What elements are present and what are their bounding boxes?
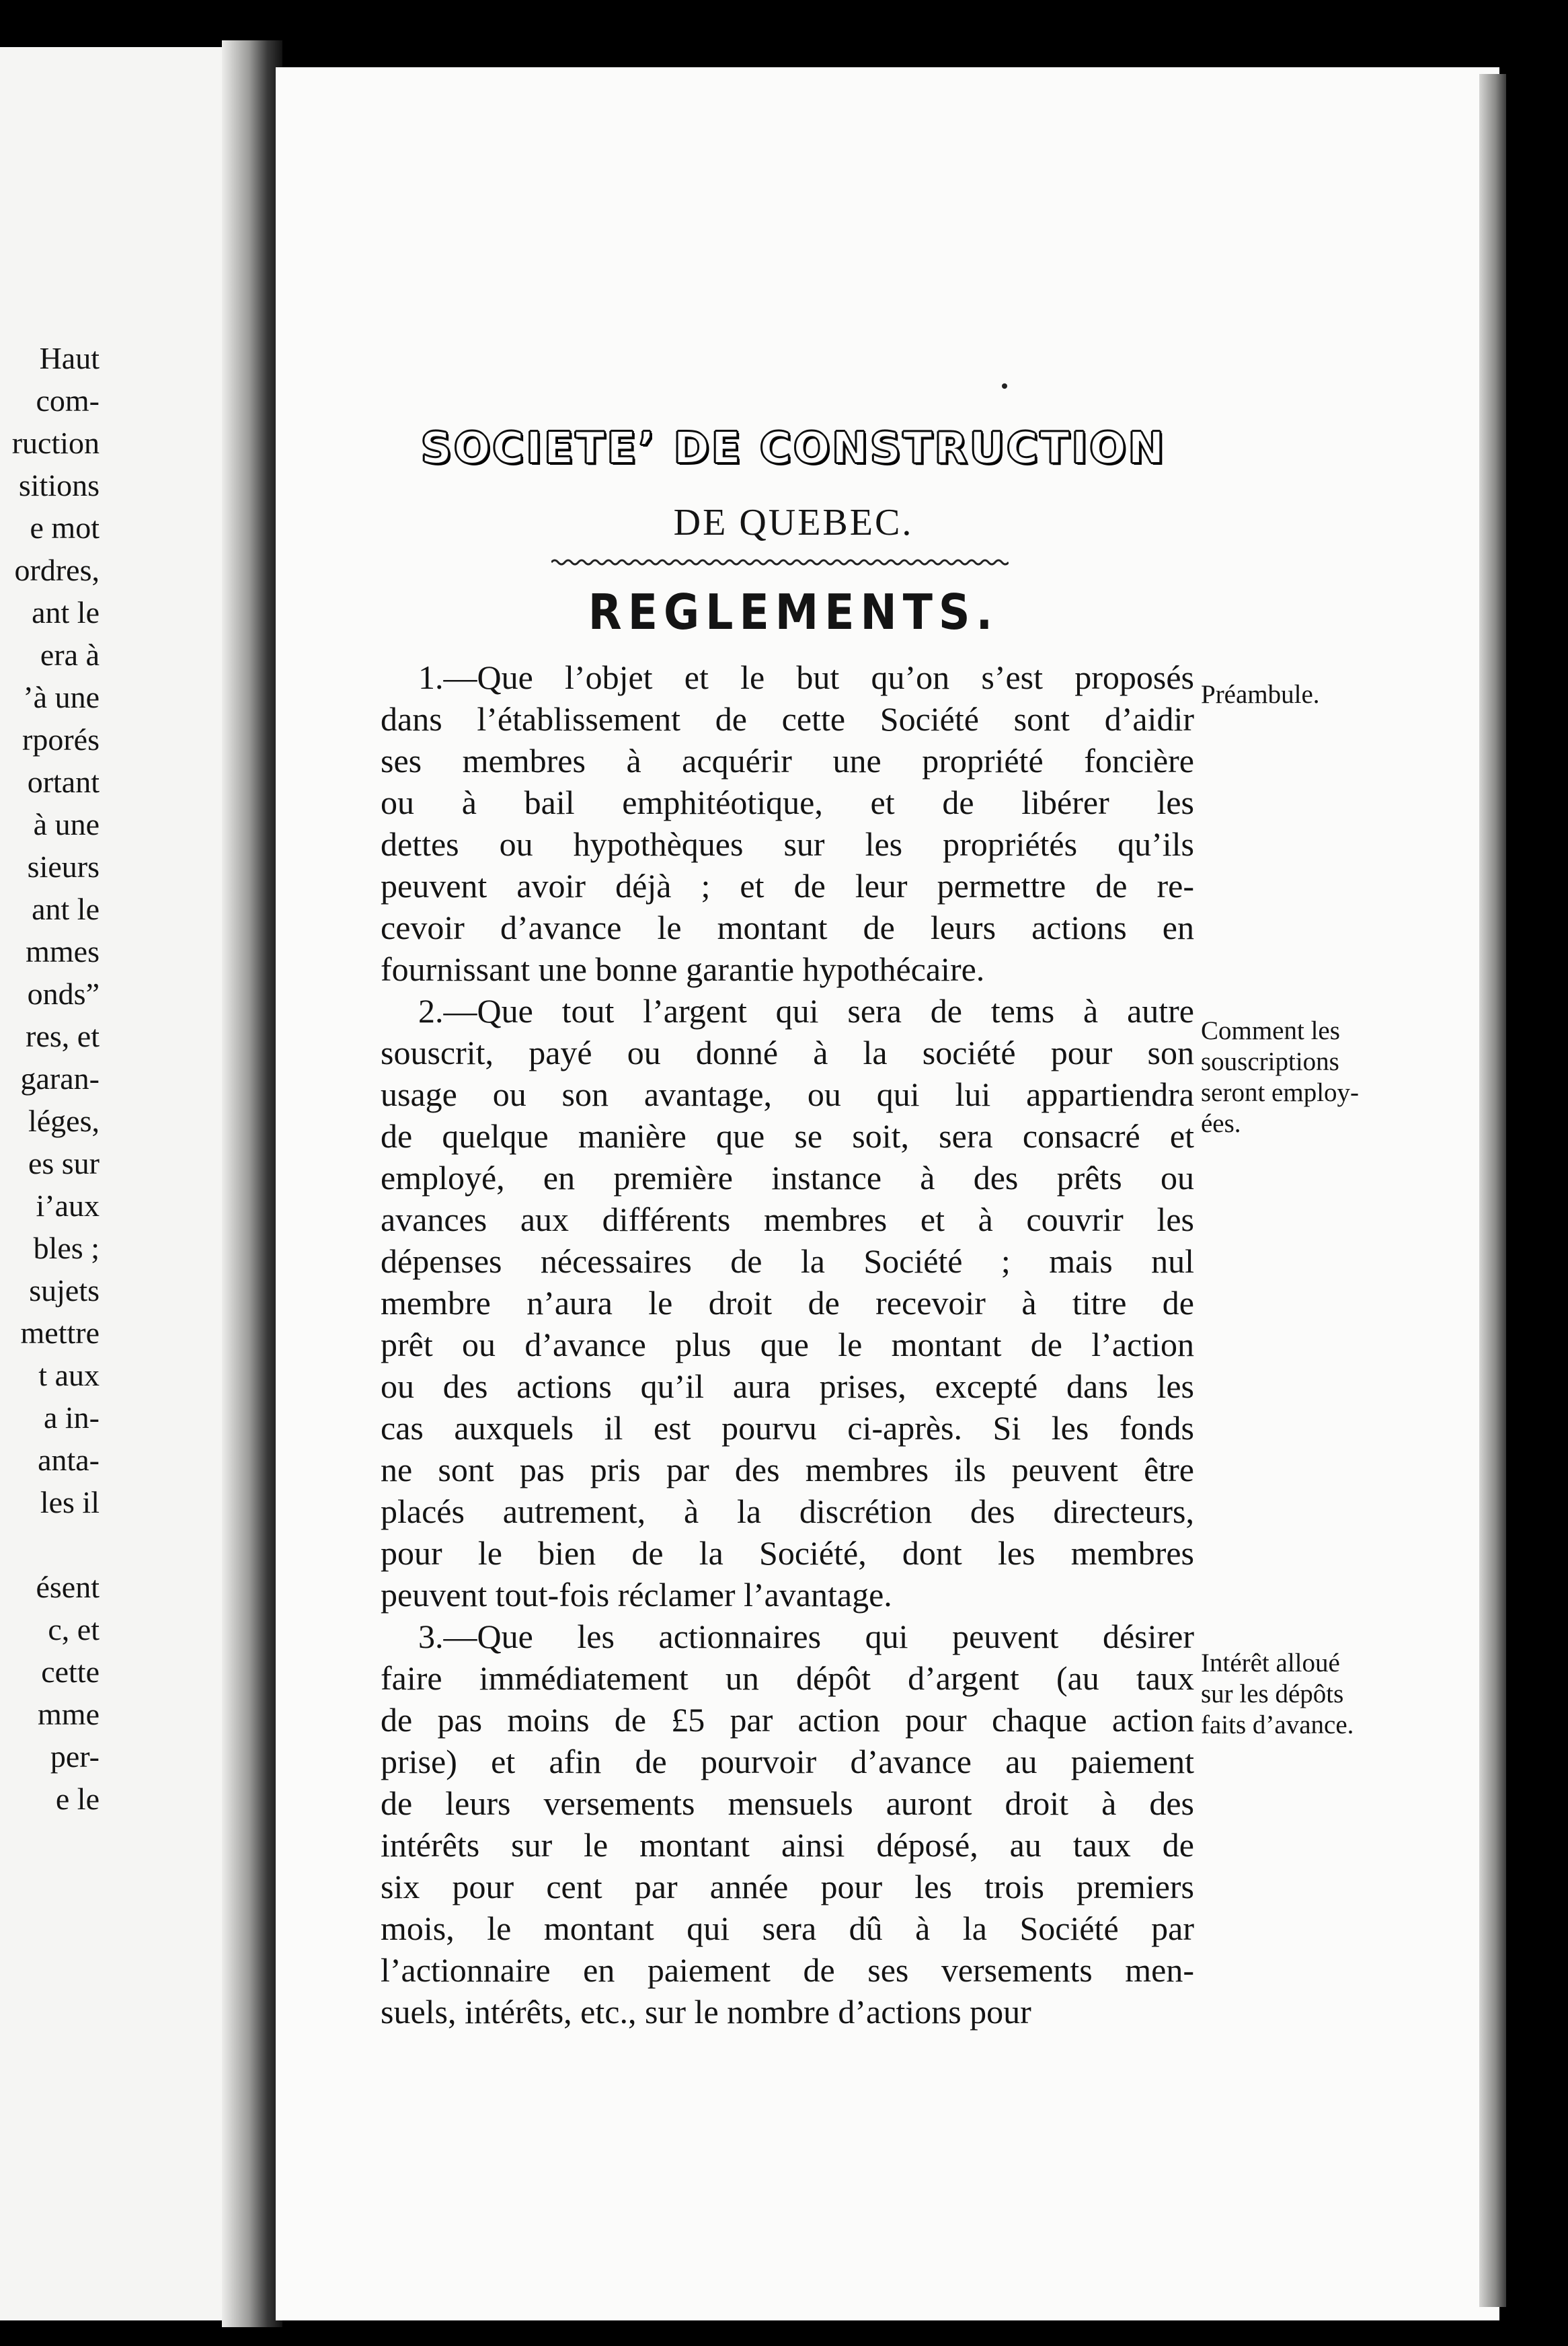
facing-page-fragment: anta-: [38, 1443, 100, 1477]
facing-page-fragment: les il: [40, 1485, 100, 1519]
article-line: ne sont pas pris par des membres ils peuvent être: [381, 1451, 1194, 1488]
print-dot: [1002, 383, 1007, 389]
facing-page-fragment: ordres,: [14, 553, 100, 587]
margin-note: Comment les: [1201, 1016, 1340, 1045]
facing-page-fragment: ’à une: [23, 680, 100, 714]
facing-page-fragment: sujets: [29, 1273, 100, 1308]
facing-page-fragment: com-: [36, 383, 100, 418]
society-name: SOCIETE’ DE CONSTRUCTION: [420, 424, 1167, 474]
article-line: suels, intérêts, etc., sur le nombre d’actions pour: [381, 1993, 1031, 2031]
article-line: intérêts sur le montant ainsi déposé, au taux de: [381, 1826, 1194, 1864]
facing-page-fragment: e mot: [30, 510, 100, 545]
article-line: prêt ou d’avance plus que le montant de l’action: [381, 1326, 1194, 1363]
article-line: ses membres à acquérir une propriété foncière: [381, 742, 1194, 780]
margin-note: ées.: [1201, 1109, 1241, 1138]
article-line: dépenses nécessaires de la Société ; mais nul: [381, 1242, 1194, 1280]
facing-page-fragment: es sur: [28, 1146, 100, 1180]
facing-page-fragment: t aux: [38, 1358, 100, 1392]
facing-page-fragment: rporés: [22, 722, 100, 757]
society-city: DE QUEBEC.: [673, 502, 914, 543]
facing-page-fragment: sieurs: [27, 849, 100, 884]
facing-page-fragment: mme: [38, 1697, 100, 1731]
facing-page-fragment: onds”: [27, 977, 100, 1011]
article-line: de leurs versements mensuels auront droit à des: [381, 1784, 1194, 1822]
article-line: l’actionnaire en paiement de ses versements men-: [381, 1951, 1194, 1989]
article-line: ou des actions qu’il aura prises, excepté dans les: [381, 1367, 1194, 1405]
facing-page-fragment: sitions: [18, 468, 100, 502]
article-line: souscrit, payé ou donné à la société pour son: [381, 1034, 1194, 1071]
facing-page-fragment: e le: [55, 1782, 100, 1816]
article-first-line: 1.—Que l’objet et le but qu’on s’est proposés: [418, 658, 1194, 696]
facing-page-fragment: a in-: [43, 1400, 100, 1435]
article-first-line: 3.—Que les actionnaires qui peuvent désirer: [418, 1618, 1194, 1655]
facing-page-fragment: cette: [41, 1655, 100, 1689]
article-line: dans l’établissement de cette Société sont d’aidir: [381, 700, 1194, 738]
margin-note: Préambule.: [1201, 680, 1320, 709]
facing-page-fragment: garan-: [20, 1061, 100, 1096]
book-gutter: [222, 40, 282, 2327]
facing-page-fragment: bles ;: [33, 1231, 100, 1265]
article-line: fournissant une bonne garantie hypothécaire.: [381, 950, 985, 988]
facing-page-fragment: era à: [40, 638, 100, 672]
facing-page-fragment: léges,: [28, 1104, 100, 1138]
margin-note: sur les dépôts: [1201, 1679, 1344, 1708]
article-line: six pour cent par année pour les trois premiers: [381, 1868, 1194, 1905]
facing-page-fragment: ant le: [32, 892, 100, 926]
article-line: usage ou son avantage, ou qui lui appartiendra: [381, 1075, 1194, 1113]
facing-page-fragment: à une: [33, 807, 100, 841]
facing-page-fragment: res, et: [26, 1019, 100, 1053]
article-line: employé, en première instance à des prêts ou: [381, 1159, 1194, 1197]
section-title: REGLEMENTS.: [588, 584, 999, 640]
article-line: pour le bien de la Société, dont les membres: [381, 1534, 1194, 1572]
facing-page-fragment: ésent: [36, 1570, 100, 1604]
article-line: faire immédiatement un dépôt d’argent (au taux: [381, 1659, 1194, 1697]
facing-page-fragment: ruction: [11, 426, 100, 460]
article-line: ou à bail emphitéotique, et de libérer les: [381, 784, 1194, 821]
facing-page-fragment: c, et: [48, 1612, 100, 1647]
article-first-line: 2.—Que tout l’argent qui sera de tems à autre: [418, 992, 1194, 1030]
article-line: de pas moins de £5 par action pour chaque action: [381, 1701, 1194, 1739]
article-line: prise) et afin de pourvoir d’avance au paiement: [381, 1743, 1194, 1780]
facing-page-fragment: ant le: [32, 595, 100, 630]
margin-note: souscriptions: [1201, 1047, 1339, 1076]
article-line: peuvent tout-fois réclamer l’avantage.: [381, 1576, 892, 1614]
facing-page-fragment: mmes: [26, 934, 100, 969]
facing-page-fragment: per-: [50, 1739, 100, 1774]
margin-note: seront employ-: [1201, 1078, 1360, 1107]
wavy-rule: [551, 556, 1009, 569]
facing-page-fragment: i’aux: [36, 1188, 100, 1223]
facing-page-fragment: ortant: [27, 765, 100, 799]
article-line: cas auxquels il est pourvu ci-après. Si les fonds: [381, 1409, 1194, 1447]
article-line: peuvent avoir déjà ; et de leur permettre de re-: [381, 867, 1194, 905]
article-line: de quelque manière que se soit, sera consacré et: [381, 1117, 1194, 1155]
page-edge: [1479, 74, 1506, 2307]
article-line: placés autrement, à la discrétion des directeurs,: [381, 1492, 1194, 1530]
margin-note: faits d’avance.: [1201, 1710, 1354, 1739]
article-line: mois, le montant qui sera dû à la Société par: [381, 1909, 1194, 1947]
article-line: membre n’aura le droit de recevoir à titre de: [381, 1284, 1194, 1322]
facing-page-fragment: mettre: [20, 1316, 100, 1350]
article-line: avances aux différents membres et à couvrir les: [381, 1201, 1194, 1238]
margin-note: Intérêt alloué: [1201, 1649, 1340, 1677]
article-line: cevoir d’avance le montant de leurs actions en: [381, 909, 1194, 946]
article-line: dettes ou hypothèques sur les propriétés qu’ils: [381, 825, 1194, 863]
facing-page-fragment: Haut: [39, 341, 100, 375]
